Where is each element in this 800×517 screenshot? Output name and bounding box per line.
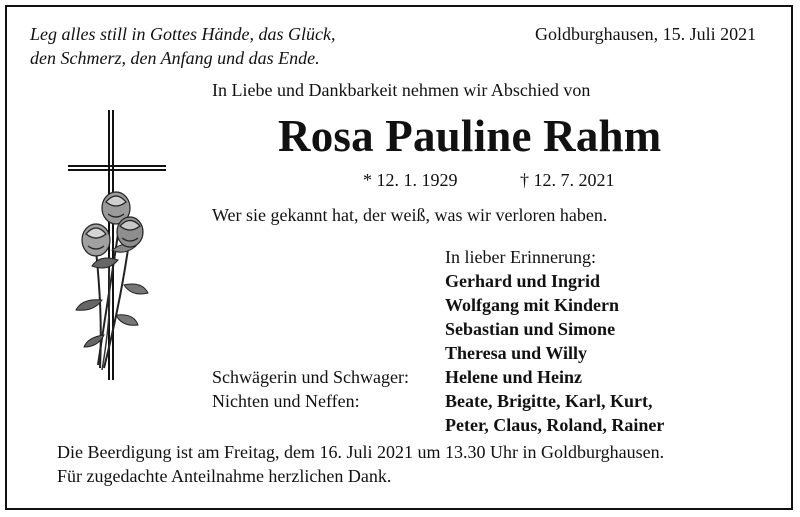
nieces-nephews-names-1: Beate, Brigitte, Karl, Kurt,	[445, 391, 653, 411]
family-member: Theresa und Willy	[445, 343, 588, 363]
family-member: Wolfgang mit Kindern	[445, 295, 620, 315]
intro-text: In Liebe und Dankbarkeit nehmen wir Abschied von	[212, 80, 591, 100]
memorial-quote: Wer sie gekannt hat, der weiß, was wir verloren haben.	[212, 205, 608, 225]
family-member: Gerhard und Ingrid	[445, 271, 601, 291]
nieces-nephews-names-2: Peter, Claus, Roland, Rainer	[445, 415, 665, 435]
memory-heading: In lieber Erinnerung:	[445, 247, 596, 267]
deceased-name: Rosa Pauline Rahm	[278, 111, 662, 161]
thanks-note: Für zugedachte Anteilnahme herzlichen Dank.	[57, 466, 392, 486]
death-date: † 12. 7. 2021	[520, 170, 615, 190]
in-laws-label: Schwägerin und Schwager:	[212, 367, 409, 387]
cross-with-roses-icon	[58, 110, 168, 390]
verse-line-2: den Schmerz, den Anfang und das Ende.	[30, 48, 320, 68]
birth-date: * 12. 1. 1929	[363, 170, 458, 190]
verse	[30, 22, 335, 70]
nieces-nephews-label: Nichten und Neffen:	[212, 391, 360, 411]
place-date: Goldburghausen, 15. Juli 2021	[535, 24, 757, 44]
family-member: Sebastian und Simone	[445, 319, 616, 339]
verse-line-1: Leg alles still in Gottes Hände, das Glück,	[30, 24, 336, 44]
funeral-notice: Die Beerdigung ist am Freitag, dem 16. Juli 2021 um 13.30 Uhr in Goldburghausen.	[57, 442, 665, 462]
in-laws-names: Helene und Heinz	[445, 367, 583, 387]
